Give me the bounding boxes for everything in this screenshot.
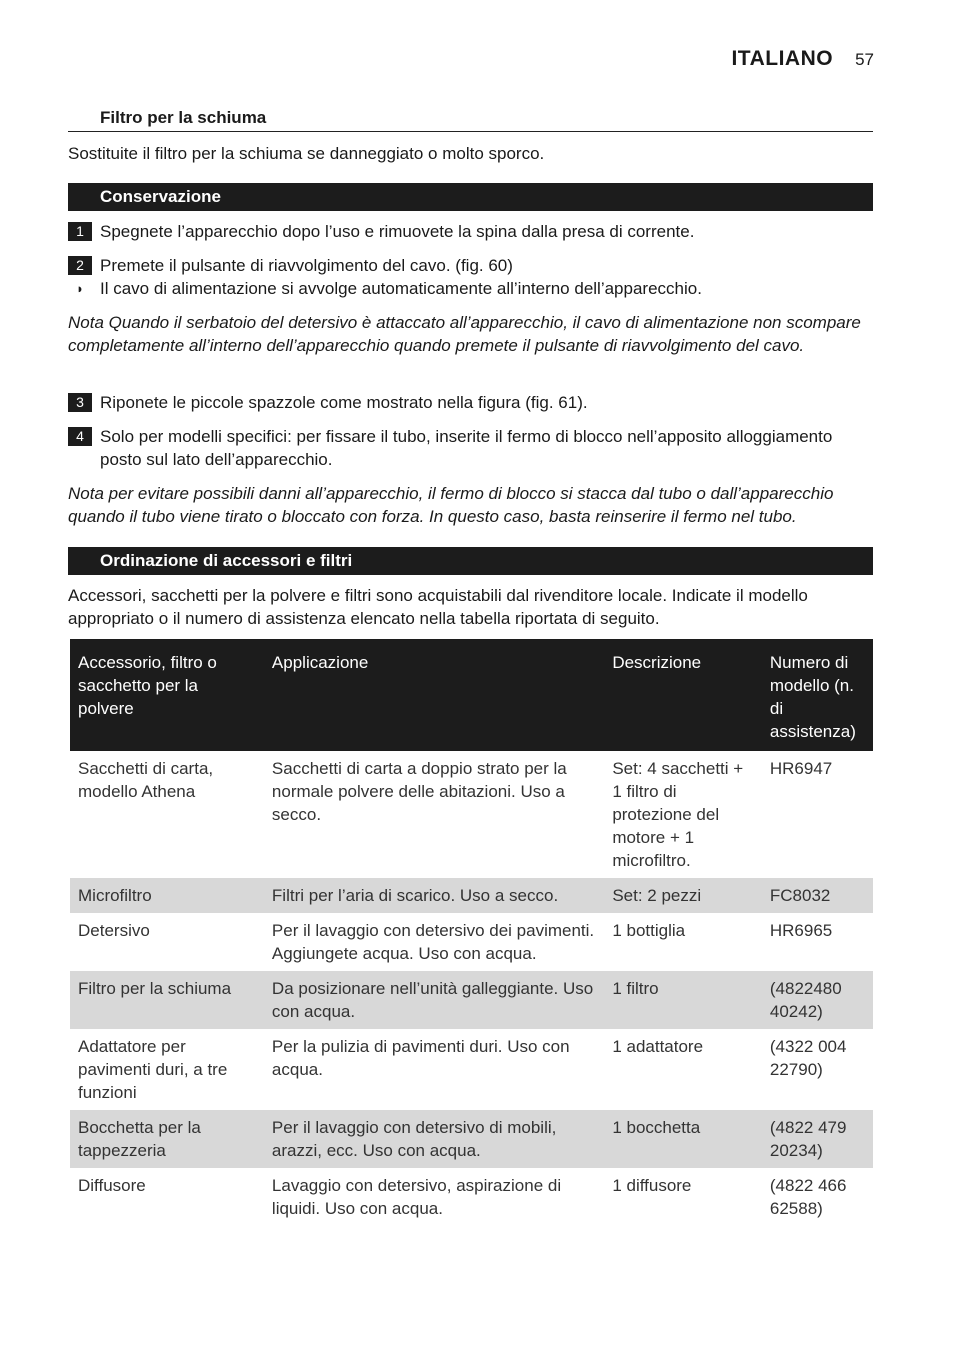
table-cell: 1 filtro [604,971,762,1029]
table-cell: HR6965 [769,921,833,940]
table-cell: Per la pulizia di pavimenti duri. Uso con acqua. [271,1037,570,1079]
step-number: 2 [68,256,92,275]
table-cell: 1 adattatore [612,1037,704,1056]
table-cell: Set: 2 pezzi [604,878,762,913]
step-4 [68,425,873,471]
table-cell: Per il lavaggio con detersivo di mobili, arazzi, ecc. Uso con acqua. [264,1110,604,1168]
table-cell: Per il lavaggio con detersivo dei pavimenti. Aggiungete acqua. Uso con acqua. [271,921,595,963]
note-2: Nota per evitare possibili danni all’apparecchio, il fermo di blocco si stacca dal tubo o dall’apparecchio quando il tubo viene tirato o bloccato con forza. In questo caso, basta reinserire il fermo nel tubo. [68,484,834,526]
page-number: 57 [855,50,874,69]
section-foam-filter [68,108,873,132]
accessories-table [70,639,873,1226]
table-row [70,1029,873,1110]
table-cell: Diffusore [78,1176,146,1195]
ordering-text: Accessori, sacchetti per la polvere e filtri sono acquistabili dal rivenditore locale. Indicate il modello appropriato o il numero di assistenza elencato nella tabella riportata di seguito. [68,586,808,628]
column-header: Descrizione [604,639,762,751]
step-text: Premete il pulsante di riavvolgimento del cavo. (fig. 60) [100,256,513,275]
table-cell: (4822480 40242) [762,971,873,1029]
table-cell: Adattatore per pavimenti duri, a tre funzioni [78,1037,228,1102]
step-2 [68,254,873,277]
table-cell: Sacchetti di carta a doppio strato per la normale polvere delle abitazioni. Uso a secco. [271,759,567,824]
column-header: Applicazione [264,639,604,751]
table-cell: FC8032 [762,878,873,913]
step-1 [68,220,873,243]
page-header [731,47,874,71]
table-cell: Set: 4 sacchetti + 1 filtro di protezione del motore + 1 microfiltro. [612,759,744,870]
foam-filter-text: Sostituite il filtro per la schiuma se danneggiato o molto sporco. [68,144,545,163]
table-cell: Lavaggio con detersivo, aspirazione di liquidi. Uso con acqua. [271,1176,562,1218]
table-row [70,878,873,913]
table-cell: Filtro per la schiuma [70,971,264,1029]
table-cell: HR6947 [769,759,833,778]
column-header: Accessorio, filtro o sacchetto per la polvere [70,639,264,751]
column-header: Numero di modello (n. di assistenza) [762,639,873,751]
table-header-row [70,639,873,751]
table-row [70,913,873,971]
note-1: Nota Quando il serbatoio del detersivo è attaccato all’apparecchio, il cavo di alimentazione non scompare completamente all’interno dell’apparecchio quando premete il pulsante di riavvolgimento del cavo. [68,313,861,355]
step-text: Riponete le piccole spazzole come mostrato nella figura (fig. 61). [100,393,588,412]
table-cell: (4822 479 20234) [762,1110,873,1168]
section-title-storage: Conservazione [68,183,873,211]
table-cell: Sacchetti di carta, modello Athena [78,759,214,801]
table-row [70,751,873,878]
section-title-ordering: Ordinazione di accessori e filtri [68,547,873,575]
language-label: ITALIANO [731,47,834,70]
table-cell: (4822 466 62588) [769,1176,847,1218]
table-cell: Detersivo [78,921,150,940]
table-cell: 1 bocchetta [604,1110,762,1168]
step-number: 1 [68,222,92,241]
table-row [70,1110,873,1168]
result-text: Il cavo di alimentazione si avvolge automaticamente all’interno dell’apparecchio. [100,279,702,298]
step-number: 4 [68,427,92,446]
table-cell: (4322 004 22790) [769,1037,847,1079]
table-cell: Microfiltro [70,878,264,913]
step-3 [68,391,873,414]
step-number: 3 [68,393,92,412]
section-title: Filtro per la schiuma [68,108,873,132]
step-text: Spegnete l’apparecchio dopo l’uso e rimuovete la spina dalla presa di corrente. [100,222,695,241]
table-row [70,1168,873,1226]
table-cell: Filtri per l’aria di scarico. Uso a secco. [264,878,604,913]
table-cell: Bocchetta per la tappezzeria [70,1110,264,1168]
step-text: Solo per modelli specifici: per fissare il tubo, inserite il fermo di blocco nell’apposito alloggiamento posto sul lato dell’apparecchio. [100,427,833,469]
result-arrow-icon: ◗ [76,281,84,296]
step-2-result [68,277,873,300]
table-cell: 1 diffusore [612,1176,692,1195]
table-cell: Da posizionare nell’unità galleggiante. Uso con acqua. [264,971,604,1029]
table-cell: 1 bottiglia [612,921,686,940]
table-row [70,971,873,1029]
